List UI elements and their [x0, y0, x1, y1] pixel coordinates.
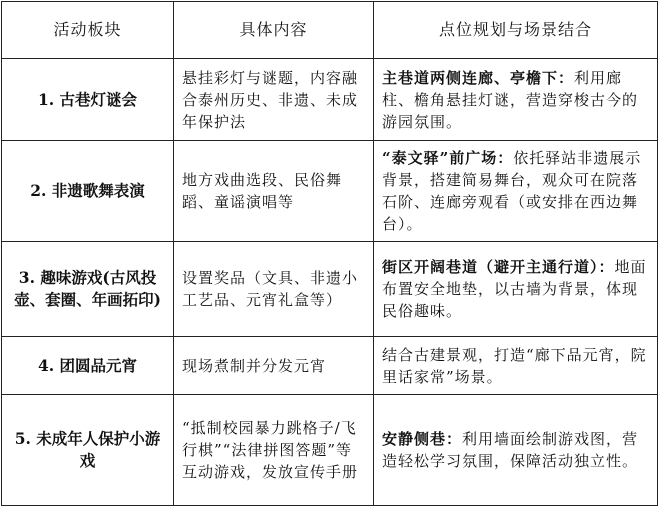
- activity-plan: [374, 337, 658, 395]
- header-activity-section: 活动板块: [2, 2, 174, 59]
- header-specific-content: 具体内容: [174, 2, 374, 59]
- activity-content: 现场煮制并分发元宵: [174, 337, 374, 395]
- activity-content: 地方戏曲选段、民俗舞蹈、童谣演唱等: [174, 141, 374, 242]
- activity-name: 1. 古巷灯谜会: [2, 59, 174, 141]
- activity-name: 5. 未成年人保护小游戏: [2, 395, 174, 506]
- table-header-row: [2, 2, 658, 59]
- activity-content: “抵制校园暴力跳格子/飞行棋”“法律拼图答题”等互动游戏，发放宣传手册: [174, 395, 374, 506]
- plan-description: 依托驿站非遗展示背景，搭建简易舞台，观众可在院落石阶、连廊旁观看（或安排在西边舞台）。: [382, 149, 642, 233]
- activity-plan: [374, 59, 658, 141]
- activity-name: 4. 团圆品元宵: [2, 337, 174, 395]
- plan-location: 安静侧巷：: [382, 430, 463, 448]
- plan-location: “泰文驿”前广场：: [382, 149, 514, 167]
- activity-name: 2. 非遗歌舞表演: [2, 141, 174, 242]
- table-row: [2, 337, 658, 395]
- plan-description: 利用墙面绘制游戏图，营造轻松学习氛围，保障活动独立性。: [382, 430, 639, 470]
- activity-name: 3. 趣味游戏(古风投壶、套圈、年画拓印): [2, 242, 174, 337]
- plan-location: 主巷道两侧连廊、亭檐下：: [382, 68, 575, 87]
- plan-description: 结合古建景观，打造“廊下品元宵，院里话家常”场景。: [382, 345, 647, 386]
- plan-description: 地面布置安全地垫，以古墙为背景，体现民俗趣味。: [382, 258, 647, 320]
- activity-plan: [374, 395, 658, 506]
- plan-location: 街区开阔巷道（避开主通行道）：: [382, 258, 615, 276]
- activity-plan: [374, 242, 658, 337]
- activity-plan: [374, 141, 658, 242]
- header-location-planning: 点位规划与场景结合: [374, 2, 658, 59]
- table-row: [2, 242, 658, 337]
- table-row: [2, 395, 658, 506]
- activity-table: [1, 1, 658, 506]
- table-row: [2, 141, 658, 242]
- plan-description: 利用廊柱、檐角悬挂灯谜，营造穿梭古今的游园氛围。: [382, 68, 639, 131]
- activity-content: 悬挂彩灯与谜题，内容融合泰州历史、非遗、未成年保护法: [174, 59, 374, 141]
- table-row: [2, 59, 658, 141]
- activity-content: 设置奖品（文具、非遗小工艺品、元宵礼盒等）: [174, 242, 374, 337]
